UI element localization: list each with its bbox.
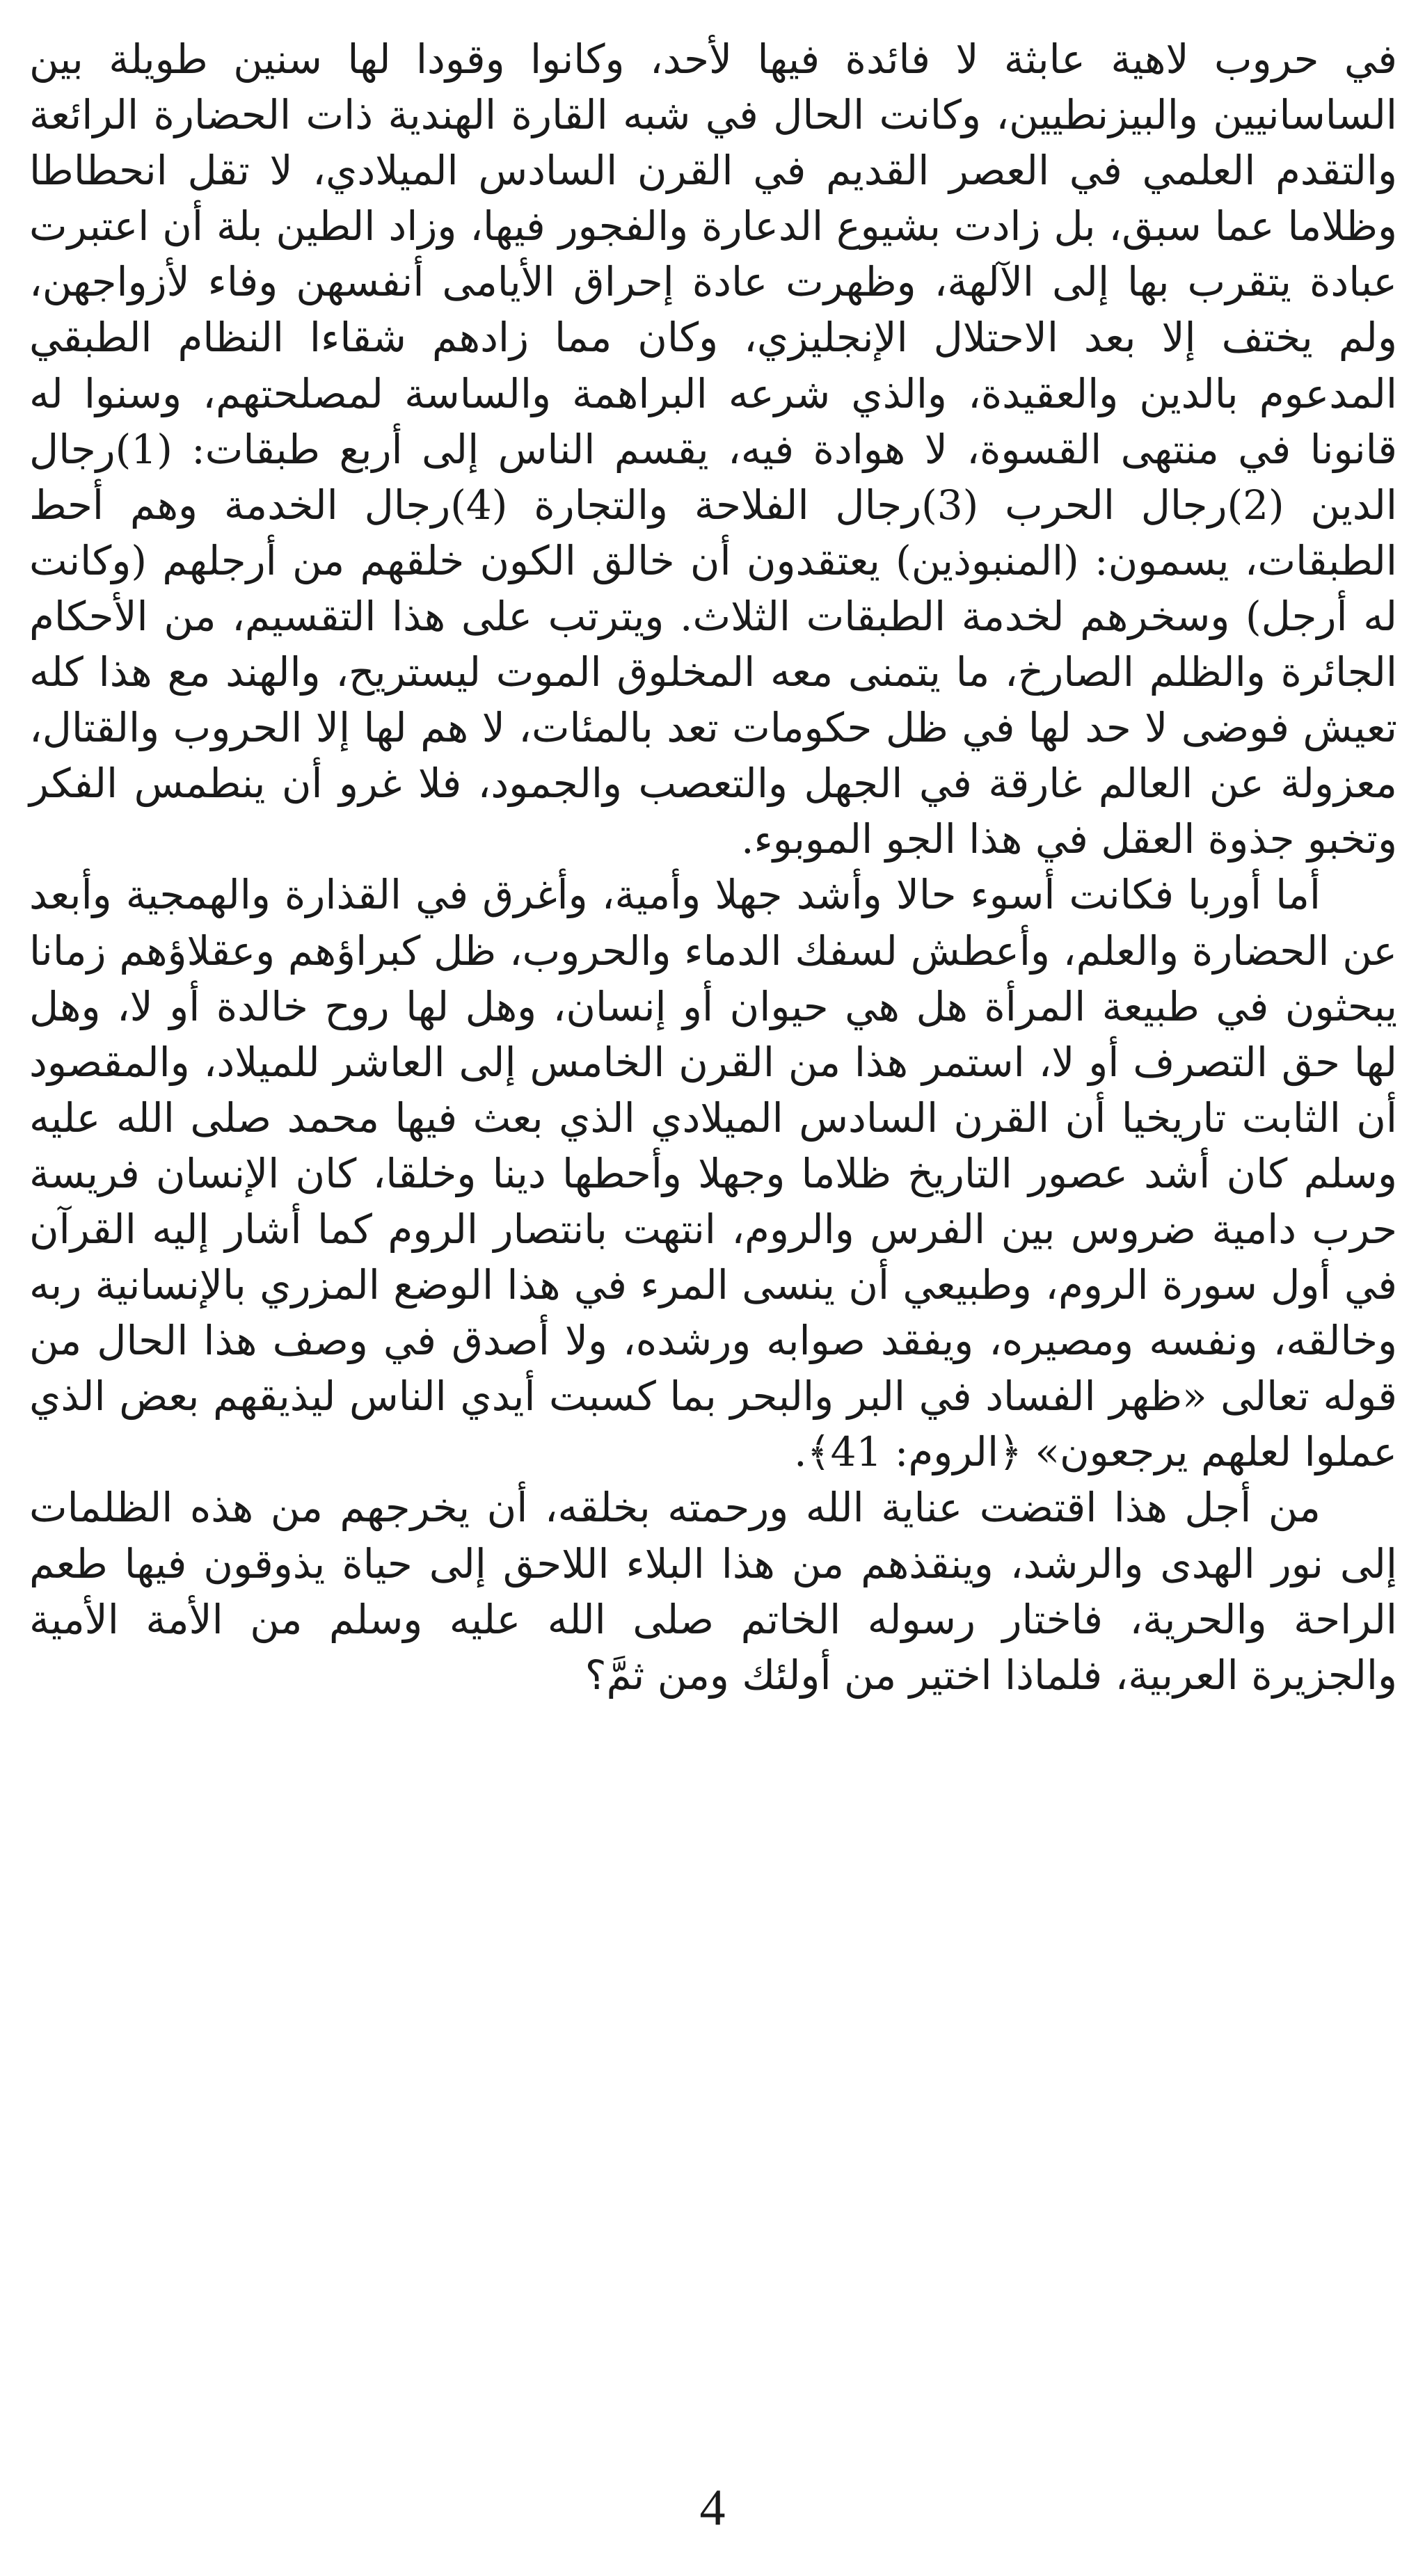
paragraph-3: من أجل هذا اقتضت عناية الله ورحمته بخلقه، أن يخرجهم من هذه الظلمات إلى نور الهدى والرشد، وينقذهم من هذا البلاء اللاحق إلى حياة يذوقون فيها طعم الراحة والحرية، فاختار رسوله الخاتم صلى الله عليه وسلم من الأمة الأمية والجزيرة العربية، فلماذا اختير من أولئك ومن ثمَّ؟ xyxy=(29,1484,1397,1699)
paragraph-2: أما أوربا فكانت أسوء حالا وأشد جهلا وأمية، وأغرق في القذارة والهمجية وأبعد عن الحضارة والعلم، وأعطش لسفك الدماء والحروب، ظل كبراؤهم وعقلاؤهم زمانا يبحثون في طبيعة المرأة هل هي حيوان أو إنسان، وهل لها روح خالدة أو لا، وهل لها حق التصرف أو لا، استمر هذا من القرن الخامس إلى العاشر للميلاد، والمقصود أن الثابت تاريخيا أن القرن السادس الميلادي الذي بعث فيها محمد صلى الله عليه وسلم كان أشد عصور التاريخ ظلاما وجهلا وأحطها دينا وخلقا، كان الإنسان فريسة حرب دامية ضروس بين الفرس والروم، انتهت بانتصار الروم كما أشار إليه القرآن في أول سورة الروم، وطبيعي أن ينسى المرء في هذا الوضع المزري بالإنسانية ربه وخالقه، ونفسه ومصيره، ويفقد صوابه ورشده، ولا أصدق في وصف هذا الحال من قوله تعالى «ظهر الفساد في البر والبحر بما كسبت أيدي الناس ليذيقهم بعض الذي عملوا لعلهم يرجعون» ﴿الروم: 41﴾. xyxy=(29,871,1397,1476)
page-number: 4 xyxy=(699,2479,726,2536)
body-text xyxy=(29,31,1397,1703)
paragraph-1: في حروب لاهية عابثة لا فائدة فيها لأحد، وكانوا وقودا لها سنين طويلة بين الساسانيين والبيزنطيين، وكانت الحال في شبه القارة الهندية ذات الحضارة الرائعة والتقدم العلمي في العصر القديم في القرن السادس الميلادي، لا تقل انحطاطا وظلاما عما سبق، بل زادت بشيوع الدعارة والفجور فيها، وزاد الطين بلة أن اعتبرت عبادة يتقرب بها إلى الآلهة، وظهرت عادة إحراق الأيامى أنفسهن وفاء لأزواجهن، ولم يختف إلا بعد الاحتلال الإنجليزي، وكان مما زادهم شقاءا النظام الطبقي المدعوم بالدين والعقيدة، والذي شرعه البراهمة والساسة لمصلحتهم، وسنوا له قانونا في منتهى القسوة، لا هوادة فيه، يقسم الناس إلى أربع طبقات: (1)رجال الدين (2)رجال الحرب (3)رجال الفلاحة والتجارة (4)رجال الخدمة وهم أحط الطبقات، يسمون: (المنبوذين) يعتقدون أن خالق الكون خلقهم من أرجلهم (وكانت له أرجل) وسخرهم لخدمة الطبقات الثلاث. ويترتب على هذا التقسيم، من الأحكام الجائرة والظلم الصارخ، ما يتمنى معه المخلوق الموت ليستريح، والهند مع هذا كله تعيش فوضى لا حد لها في ظل حكومات تعد بالمئات، لا هم لها إلا الحروب والقتال، معزولة عن العالم غارقة في الجهل والتعصب والجمود، فلا غرو أن ينطمس الفكر وتخبو جذوة العقل في هذا الجو الموبوء. xyxy=(29,35,1398,863)
